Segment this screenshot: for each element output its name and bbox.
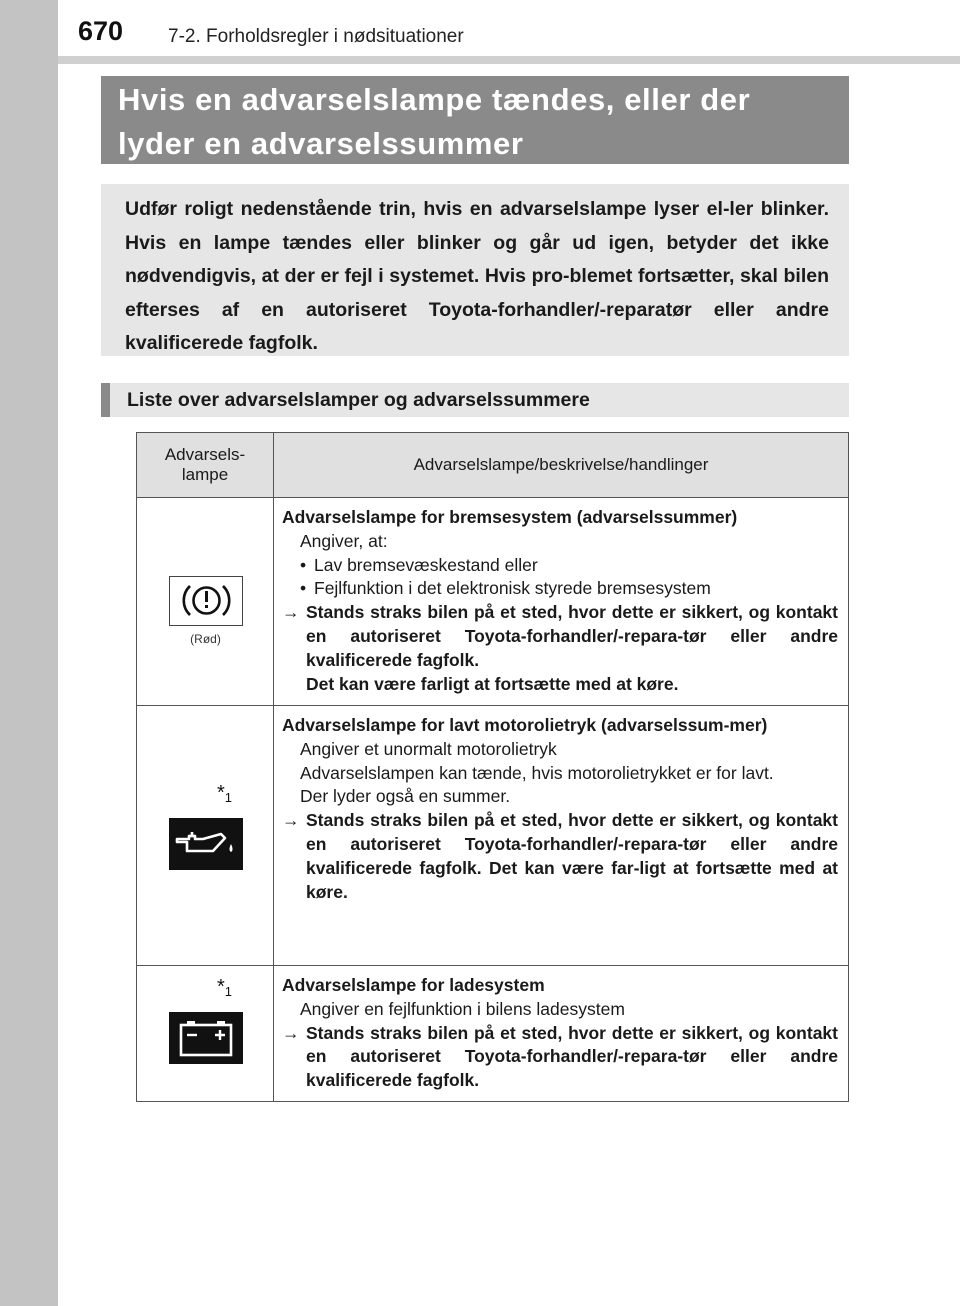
section-title (101, 76, 849, 164)
action-label: Stands straks bilen på et sted, hvor dette er sikkert, og kontakt en autoriseret Toyota-forhandler/-repara-tør eller andre kvalificerede fagfolk. Det kan være far-ligt at fortsætte med at køre. (306, 810, 838, 902)
header-lamp-line1: Advarsels- (164, 445, 246, 464)
battery-charge-icon (169, 1012, 243, 1064)
table-row (137, 706, 849, 966)
action-text (282, 1022, 838, 1093)
asterisk: * (217, 782, 225, 804)
footnote-marker (217, 976, 232, 999)
page-sidebar (0, 0, 58, 1306)
lamp-title: Advarselslampe for lavt motorolietryk (advarselssum-mer) (282, 715, 768, 735)
lamp-cell (137, 966, 274, 1102)
oil-pressure-icon (169, 818, 243, 870)
lamp-line: Angiver en fejlfunktion i bilens ladesystem (300, 998, 625, 1019)
header-lamp-line2: lampe (181, 465, 229, 484)
header-description: Advarselslampe/beskrivelse/handlinger (274, 433, 849, 498)
header-rule (58, 56, 960, 64)
bullet-item: • Lav bremsevæskestand eller (282, 554, 838, 578)
footnote-number: 1 (224, 984, 233, 999)
lamp-cell (137, 706, 274, 966)
bullet-item: • Fejlfunktion i det elektronisk styrede bremsesystem (282, 577, 838, 601)
section-path: 7-2. Forholdsregler i nødsituationer (168, 26, 464, 47)
header-lamp (137, 433, 274, 498)
lamp-line: Advarselslampen kan tænde, hvis motorolietrykket er for lavt. (300, 762, 774, 783)
action-extra: Det kan være farligt at fortsætte med at køre. (306, 673, 679, 694)
action-label: Stands straks bilen på et sted, hvor dette er sikkert, og kontakt en autoriseret Toyota-forhandler/-repara-tør eller andre kvalificerede fagfolk. (306, 602, 838, 670)
brake-warning-icon (169, 576, 243, 626)
action-text (282, 601, 838, 672)
lamp-title: Advarselslampe for ladesystem (282, 975, 545, 995)
arrow-icon: → (282, 1022, 300, 1043)
action-text (282, 809, 838, 904)
asterisk: * (217, 976, 225, 998)
section-title-line1: Hvis en advarselslampe tændes, eller der (118, 82, 751, 117)
arrow-icon: → (282, 810, 300, 831)
page-number: 670 (78, 16, 124, 46)
lamp-cell (137, 498, 274, 706)
arrow-icon: → (282, 602, 300, 623)
lamp-lead: Angiver, at: (300, 530, 388, 551)
description-cell (274, 706, 849, 966)
warning-lamp-table (136, 432, 849, 1102)
footnote-marker (217, 782, 232, 805)
table-header-row (137, 433, 849, 498)
footnote-number: 1 (224, 790, 233, 805)
section-title-line2: lyder en advarselssummer (118, 126, 524, 161)
lamp-color-note: (Rød) (190, 632, 221, 646)
lamp-line: Der lyder også en summer. (300, 786, 511, 807)
lamp-title: Advarselslampe for bremsesystem (advarselssummer) (282, 507, 738, 527)
table-row (137, 966, 849, 1102)
description-cell (274, 966, 849, 1102)
intro-paragraph: Udfør roligt nedenstående trin, hvis en advarselslampe lyser el-ler blinker. Hvis en lampe tændes eller blinker og går ud igen, betyder det ikke nødvendigvis, at der er fejl i systemet. Hvis pro-blemet fortsætter, skal bilen efterses af en autoriseret Toyota-forhandler/-reparatør eller andre kvalificerede fagfolk. (101, 184, 849, 356)
lamp-line: Angiver et unormalt motorolietryk (300, 738, 557, 759)
description-cell (274, 498, 849, 706)
action-label: Stands straks bilen på et sted, hvor dette er sikkert, og kontakt en autoriseret Toyota-forhandler/-repara-tør eller andre kvalificerede fagfolk. (306, 1022, 838, 1091)
table-subtitle: Liste over advarselslamper og advarselssummere (101, 383, 849, 417)
table-row (137, 498, 849, 706)
